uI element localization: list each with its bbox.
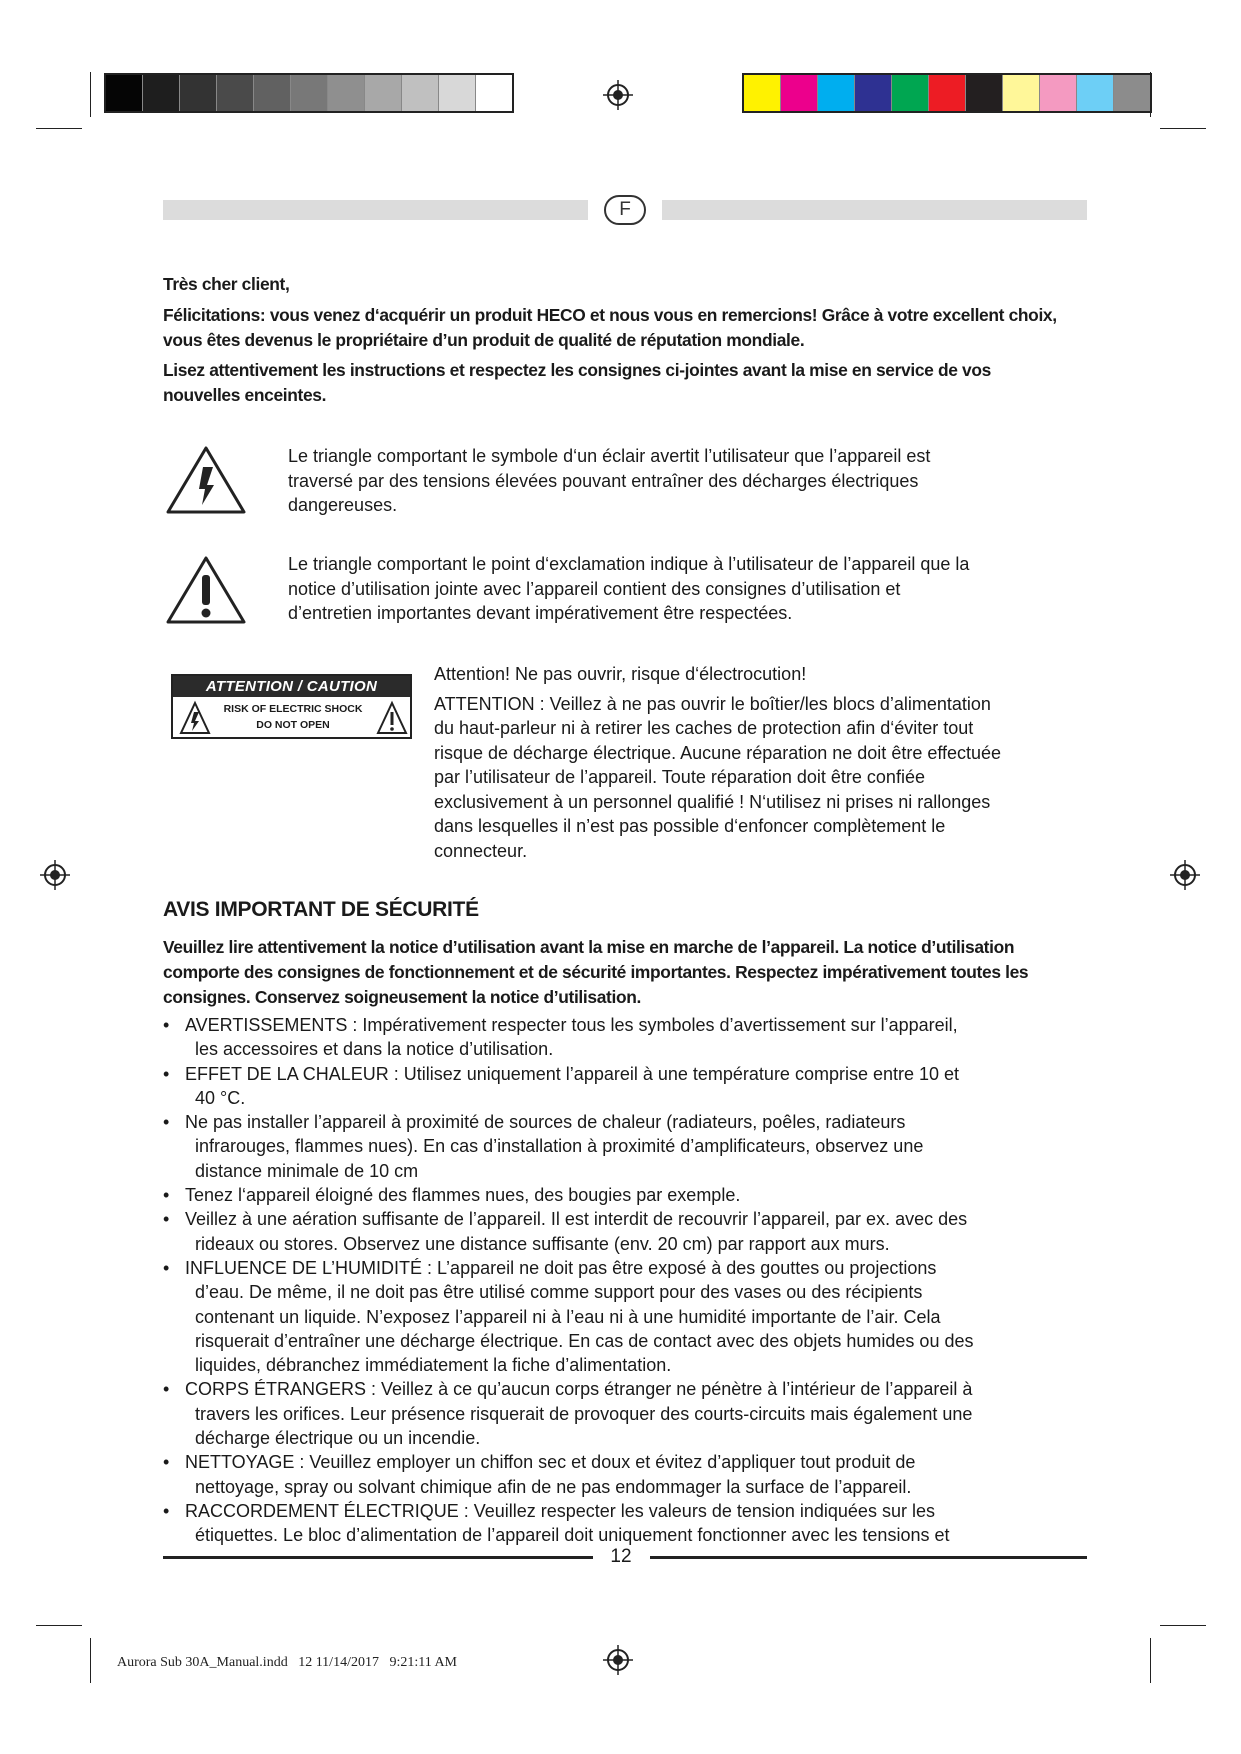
text-line: par l’utilisateur de l’appareil. Toute réparation doit être confiée (434, 767, 925, 787)
text-line: 40 °C. (195, 1087, 246, 1108)
header-band-right (662, 200, 1087, 220)
text-line: consignes. Conservez soigneusement la notice d’utilisation. (163, 987, 641, 1007)
color-swatch (439, 75, 476, 111)
bullet: • (163, 1185, 170, 1206)
text-line: d’entretien importantes devant impérativement être respectées. (288, 603, 793, 623)
crop-mark (1150, 1638, 1151, 1683)
text-line: travers les orifices. Leur présence risquerait de provoquer des courts-circuits mais également une (195, 1403, 973, 1424)
bullet: • (163, 1063, 170, 1084)
list-item (163, 1062, 1083, 1111)
bullet: • (163, 1379, 170, 1400)
text-line: connecteur. (434, 840, 528, 861)
intro-paragraph-1 (163, 303, 1083, 353)
list-item (163, 1450, 1083, 1499)
language-badge: F (604, 195, 646, 225)
text-line: décharge électrique ou un incendie. (195, 1428, 481, 1449)
text-line: ATTENTION : Veillez à ne pas ouvrir le boîtier/les blocs d’alimentation (434, 693, 991, 714)
registration-mark-icon (1170, 860, 1200, 890)
color-swatch (365, 75, 402, 111)
list-item (163, 1183, 1083, 1207)
bullet: • (163, 1500, 170, 1521)
text-line: AVERTISSEMENTS : Impérativement respecter tous les symboles d’avertissement sur l’appareil, (185, 1015, 958, 1035)
text-line: Lisez attentivement les instructions et respectez les consignes ci-jointes avant la mise en service de vos (163, 360, 991, 380)
text-line: RISK OF ELECTRIC SHOCK (223, 703, 363, 715)
color-swatch (966, 75, 1003, 111)
text-line: exclusivement à un personnel qualifié ! N‘utilisez ni prises ni rallonges (434, 791, 991, 812)
text-line: dans lesquelles il n’est pas possible d‘enfoncer complètement le (434, 816, 946, 836)
registration-mark-icon (603, 1645, 633, 1675)
safety-intro (163, 935, 1083, 1010)
registration-mark-icon (40, 860, 70, 890)
text-line: RACCORDEMENT ÉLECTRIQUE : Veuillez respecter les valeurs de tension indiquées sur les (185, 1500, 935, 1521)
bullet: • (163, 1015, 170, 1035)
text-line: nouvelles enceintes. (163, 385, 327, 405)
text-line: Attention! Ne pas ouvrir, risque d‘électrocution! (434, 664, 807, 684)
text-line: d’eau. De même, il ne doit pas être utilisé comme support pour des vases ou des récipients (195, 1282, 923, 1303)
footer-rule-right (650, 1556, 1087, 1559)
bullet: • (163, 1209, 170, 1230)
list-item (163, 1377, 1083, 1450)
text-line: Veillez à une aération suffisante de l’appareil. Il est interdit de recouvrir l’appareil, par ex. avec des (185, 1209, 968, 1230)
color-swatch (929, 75, 966, 111)
color-swatch (254, 75, 291, 111)
crop-mark (36, 128, 82, 129)
text-line: nettoyage, spray ou solvant chimique afin de ne pas endommager la surface de l’appareil. (195, 1476, 912, 1497)
text-line: du haut-parleur ni à retirer les caches de protection afin d‘éviter tout (434, 718, 974, 738)
text-line: liquides, débranchez immédiatement la fiche d’alimentation. (195, 1355, 672, 1376)
lightning-warning-text (288, 444, 1078, 518)
color-swatch (143, 75, 180, 111)
color-swatch (781, 75, 818, 111)
lightning-triangle-icon (165, 445, 247, 515)
safety-list (163, 1013, 1083, 1548)
color-swatch (106, 75, 143, 111)
color-swatch (1114, 75, 1150, 111)
color-swatch (291, 75, 328, 111)
grayscale-color-bar (104, 73, 514, 113)
text-line: risque de décharge électrique. Aucune réparation ne doit être effectuée (434, 742, 1002, 763)
exclamation-triangle-icon (376, 700, 408, 736)
text-line: vous êtes devenus le propriétaire d’un produit de qualité de réputation mondiale. (163, 330, 805, 350)
text-line: étiquettes. Le bloc d’alimentation de l’appareil doit uniquement fonctionner avec les tensions et (195, 1525, 950, 1546)
text-line: Félicitations: vous venez d‘acquérir un produit HECO et nous vous en remercions! Grâce à votre excellent choix, (163, 305, 1057, 325)
lightning-triangle-icon (179, 700, 211, 736)
text-line: Tenez l‘appareil éloigné des flammes nues, des bougies par exemple. (185, 1185, 741, 1206)
exclamation-warning-text (288, 552, 1078, 626)
text-line: Le triangle comportant le symbole d‘un éclair avertit l’utilisateur que l’appareil est (288, 446, 931, 466)
attention-text (434, 662, 1084, 863)
list-item (163, 1207, 1083, 1256)
footer-rule-left (163, 1556, 593, 1559)
list-item (163, 1110, 1083, 1183)
color-swatch (1077, 75, 1114, 111)
text-line: CORPS ÉTRANGERS : Veillez à ce qu’aucun corps étranger ne pénètre à l’intérieur de l’appareil à (185, 1379, 973, 1400)
color-swatch (217, 75, 254, 111)
print-slug: Aurora Sub 30A_Manual.indd 12 11/14/2017 9:21:11 AM (117, 1655, 458, 1670)
color-swatch (892, 75, 929, 111)
text-line: EFFET DE LA CHALEUR : Utilisez uniquement l’appareil à une température comprise entre 10 et (185, 1063, 960, 1084)
color-swatch (1003, 75, 1040, 111)
crop-mark (1160, 1625, 1206, 1626)
text-line: DO NOT OPEN (256, 719, 330, 731)
list-item (163, 1256, 1083, 1377)
crop-mark (90, 1638, 91, 1683)
page-number: 12 (610, 1546, 632, 1567)
color-swatch (818, 75, 855, 111)
color-swatch (744, 75, 781, 111)
text-line: infrarouges, flammes nues). En cas d’installation à proximité d’amplificateurs, observez une (195, 1136, 924, 1157)
text-line: comporte des consignes de fonctionnement et de sécurité importantes. Respectez impérativement toutes les (163, 962, 1029, 982)
color-swatch (402, 75, 439, 111)
text-line: Le triangle comportant le point d‘exclamation indique à l’utilisateur de l’appareil que la (288, 554, 970, 574)
color-swatch (328, 75, 365, 111)
color-swatch (855, 75, 892, 111)
caution-label (171, 674, 412, 739)
text-line: rideaux ou stores. Observez une distance suffisante (env. 20 cm) par rapport aux murs. (195, 1233, 890, 1254)
process-color-bar (742, 73, 1152, 113)
section-heading: AVIS IMPORTANT DE SÉCURITÉ (163, 898, 479, 921)
crop-mark (1160, 128, 1206, 129)
caution-label-title: ATTENTION / CAUTION (173, 676, 410, 697)
crop-mark (36, 1625, 82, 1626)
text-line: contenant un liquide. N’exposez l’appareil ni à l’eau ni à une humidité importante de l’air. Cela (195, 1306, 941, 1327)
exclamation-triangle-icon (165, 555, 247, 625)
crop-mark (90, 72, 91, 117)
text-line: notice d’utilisation jointe avec l’appareil contient des consignes d’utilisation et (288, 578, 901, 599)
text-line: dangereuses. (288, 495, 398, 515)
caution-label-text (213, 701, 373, 733)
greeting: Très cher client, (163, 274, 290, 294)
bullet: • (163, 1452, 170, 1473)
bullet: • (163, 1257, 170, 1278)
intro-paragraph-2 (163, 358, 1083, 408)
text-line: traversé par des tensions élevées pouvant entraîner des décharges électriques (288, 470, 919, 491)
text-line: les accessoires et dans la notice d’utilisation. (195, 1039, 554, 1060)
list-item (163, 1499, 1083, 1548)
list-item (163, 1013, 1083, 1062)
text-line: distance minimale de 10 cm (195, 1160, 419, 1181)
color-swatch (476, 75, 512, 111)
registration-mark-icon (603, 80, 633, 110)
bullet: • (163, 1112, 170, 1133)
color-swatch (1040, 75, 1077, 111)
text-line: INFLUENCE DE L’HUMIDITÉ : L’appareil ne doit pas être exposé à des gouttes ou projections (185, 1257, 937, 1278)
text-line: NETTOYAGE : Veuillez employer un chiffon sec et doux et évitez d’appliquer tout produit de (185, 1452, 916, 1473)
color-swatch (180, 75, 217, 111)
text-line: Ne pas installer l’appareil à proximité de sources de chaleur (radiateurs, poêles, radiateurs (185, 1112, 906, 1133)
header-band-left (163, 200, 588, 220)
text-line: Veuillez lire attentivement la notice d’utilisation avant la mise en marche de l’appareil. La notice d’utilisation (163, 937, 1015, 957)
text-line: risquerait d’entraîner une décharge électrique. En cas de contact avec des objets humides ou des (195, 1330, 974, 1351)
